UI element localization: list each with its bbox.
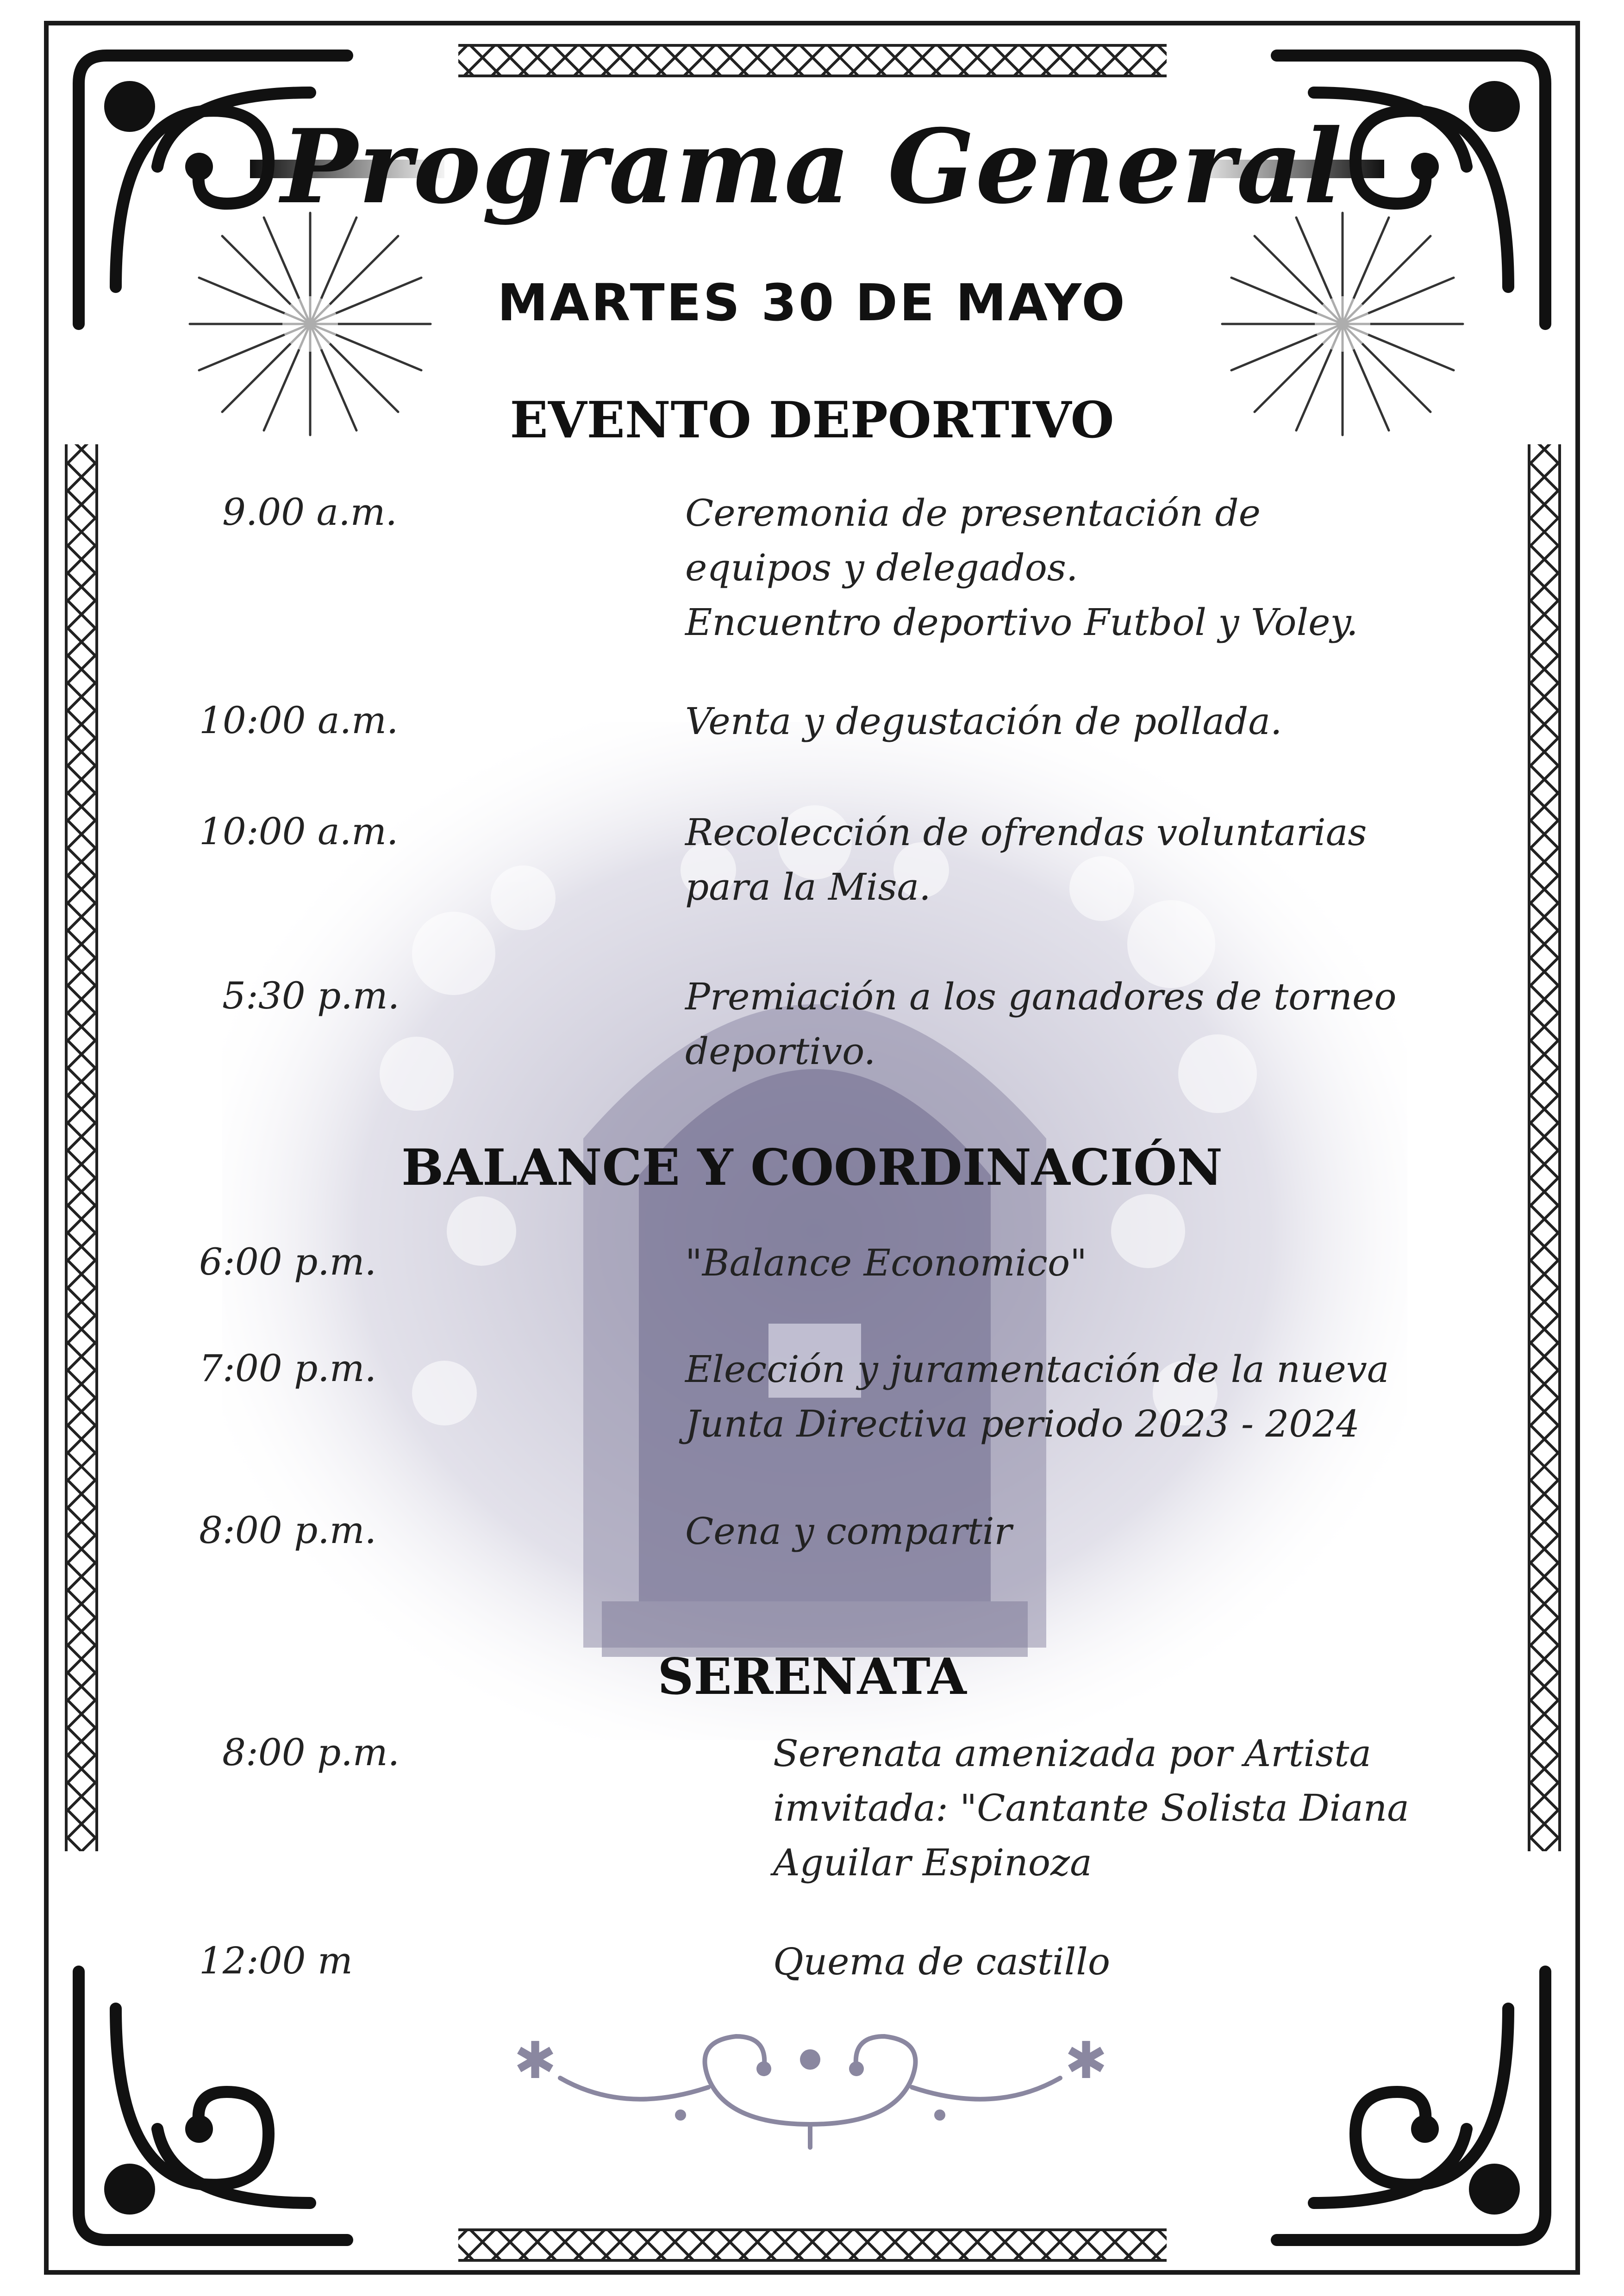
corner-scroll-bottom-left-icon bbox=[51, 1944, 375, 2268]
description-line: Elección y juramentación de la nueva bbox=[685, 1348, 1389, 1391]
schedule-description bbox=[685, 486, 1358, 650]
svg-text:✱: ✱ bbox=[1065, 2031, 1108, 2090]
schedule-description bbox=[773, 1726, 1409, 1890]
schedule-time: 12:00 m bbox=[199, 1939, 353, 1982]
schedule-time: 9.00 a.m. bbox=[222, 491, 397, 534]
description-line: Ceremonia de presentación de bbox=[685, 492, 1261, 535]
description-line: Serenata amenizada por Artista bbox=[773, 1732, 1372, 1775]
schedule-description bbox=[685, 1236, 1087, 1290]
svg-text:✱: ✱ bbox=[514, 2031, 557, 2090]
schedule-time: 10:00 a.m. bbox=[199, 810, 399, 853]
description-line: Junta Directiva periodo 2023 - 2024 bbox=[685, 1402, 1360, 1445]
section-heading-serenata: SERENATA bbox=[657, 1648, 967, 1706]
description-line: Recolección de ofrendas voluntarias bbox=[685, 811, 1367, 854]
description-line: Venta y degustación de pollada. bbox=[685, 700, 1282, 743]
program-title: Programa General bbox=[281, 106, 1343, 226]
description-line: Premiación a los ganadores de torneo bbox=[685, 975, 1397, 1018]
description-line: imvitada: "Cantante Solista Diana bbox=[773, 1786, 1409, 1829]
schedule-time: 5:30 p.m. bbox=[222, 974, 400, 1017]
bottom-flourish-ornament-icon bbox=[486, 2004, 1134, 2157]
schedule-description bbox=[685, 805, 1367, 915]
description-line: equipos y delegados. bbox=[685, 546, 1078, 589]
schedule-description bbox=[773, 1935, 1110, 1989]
schedule-description bbox=[685, 1342, 1389, 1451]
schedule-time: 8:00 p.m. bbox=[222, 1731, 400, 1774]
description-line: Quema de castillo bbox=[773, 1940, 1111, 1983]
schedule-time: 8:00 p.m. bbox=[199, 1509, 377, 1552]
corner-scroll-bottom-right-icon bbox=[1249, 1944, 1573, 2268]
top-chain-border bbox=[458, 44, 1167, 77]
description-line: Encuentro deportivo Futbol y Voley. bbox=[685, 601, 1358, 644]
schedule-time: 6:00 p.m. bbox=[199, 1240, 377, 1283]
schedule-description bbox=[685, 694, 1282, 749]
description-line: "Balance Economico" bbox=[685, 1241, 1087, 1284]
section-heading-evento-deportivo: EVENTO DEPORTIVO bbox=[510, 391, 1114, 449]
bottom-chain-border bbox=[458, 2228, 1167, 2262]
schedule-time: 10:00 a.m. bbox=[199, 699, 399, 742]
event-date: MARTES 30 DE MAYO bbox=[497, 273, 1127, 332]
description-line: deportivo. bbox=[685, 1030, 876, 1073]
description-line: para la Misa. bbox=[685, 865, 931, 908]
description-line: Aguilar Espinoza bbox=[773, 1841, 1092, 1884]
description-line: Cena y compartir bbox=[685, 1510, 1012, 1553]
schedule-description bbox=[685, 970, 1397, 1079]
schedule-description bbox=[685, 1504, 1012, 1559]
section-heading-balance-coordinacion: BALANCE Y COORDINACIÓN bbox=[401, 1139, 1223, 1197]
schedule-time: 7:00 p.m. bbox=[199, 1347, 377, 1390]
